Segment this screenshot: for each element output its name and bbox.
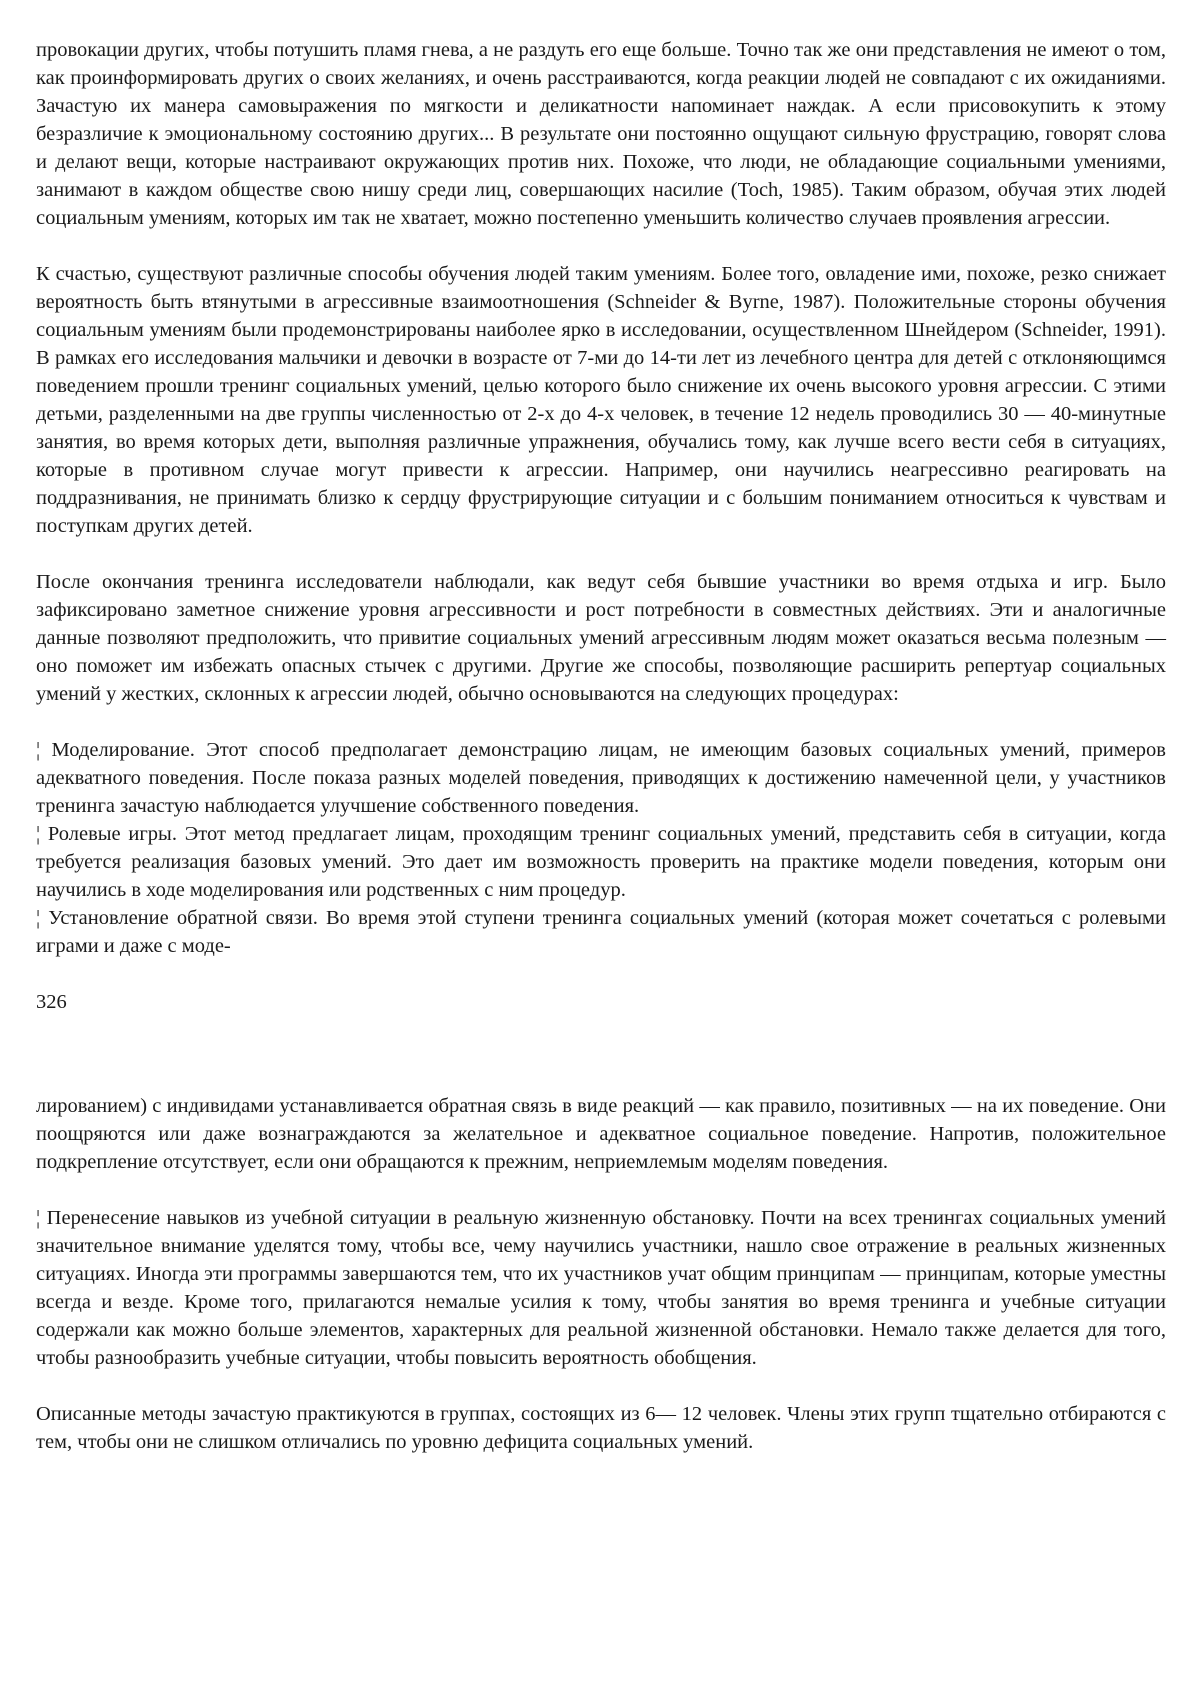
paragraph: Описанные методы зачастую практикуются в группах, состоящих из 6— 12 человек. Члены этих групп тщательно отбираются с тем, чтобы они не слишком отличались по уровню дефицита социальных умений. — [36, 1403, 1166, 1453]
paragraph-gap — [36, 1372, 1166, 1400]
paragraph-gap — [36, 960, 1166, 988]
page-break — [36, 1016, 1166, 1092]
page-number: 326 — [36, 991, 67, 1013]
document-page — [36, 36, 1166, 1456]
paragraph: лированием) с индивидами устанавливается обратная связь в виде реакций — как правило, позитивных — на их поведение. Они поощряются или даже вознаграждаются за желательное и адекватное социальное поведение. Напротив, положительное подкрепление отсутствует, если они обращаются к прежним, неприемлемым моделям поведения. — [36, 1095, 1166, 1173]
list-item: ¦ Установление обратной связи. Во время этой ступени тренинга социальных умений (которая может сочетаться с ролевыми играми и даже с моде- — [36, 907, 1166, 957]
paragraph-gap — [36, 708, 1166, 736]
paragraph-gap — [36, 540, 1166, 568]
list-item: ¦ Моделирование. Этот способ предполагает демонстрацию лицам, не имеющим базовых социальных умений, примеров адекватного поведения. После показа разных моделей поведения, приводящих к достижению намеченной цели, у участников тренинга зачастую наблюдается улучшение собственного поведения. — [36, 739, 1166, 817]
paragraph-gap — [36, 232, 1166, 260]
paragraph: К счастью, существуют различные способы обучения людей таким умениям. Более того, овладение ими, похоже, резко снижает вероятность быть втянутыми в агрессивные взаимоотношения (Schneider & Byrne, 1987). Положительные стороны обучения социальным умениям были продемонстрированы наиболее ярко в исследовании, осуществленном Шнейдером (Schneider, 1991). В рамках его исследования мальчики и девочки в возрасте от 7-ми до 14-ти лет из лечебного центра для детей с отклоняющимся поведением прошли тренинг социальных умений, целью которого было снижение их очень высокого уровня агрессии. С этими детьми, разделенными на две группы численностью от 2-х до 4-х человек, в течение 12 недель проводились 30 — 40-минутные занятия, во время которых дети, выполняя различные упражнения, обучались тому, как лучше всего вести себя в ситуациях, которые в противном случае могут привести к агрессии. Например, они научились неагрессивно реагировать на поддразнивания, не принимать близко к сердцу фрустрирующие ситуации и с большим пониманием относиться к чувствам и поступкам других детей. — [36, 263, 1166, 537]
paragraph-gap — [36, 1176, 1166, 1204]
list-item: ¦ Ролевые игры. Этот метод предлагает лицам, проходящим тренинг социальных умений, представить себя в ситуации, когда требуется реализация базовых умений. Это дает им возможность проверить на практике модели поведения, которым они научились в ходе моделирования или родственных с ним процедур. — [36, 823, 1166, 901]
list-item: ¦ Перенесение навыков из учебной ситуации в реальную жизненную обстановку. Почти на всех тренингах социальных умений значительное внимание уделятся тому, чтобы все, чему научились участники, нашло свое отражение в реальных жизненных ситуациях. Иногда эти программы завершаются тем, что их участников учат общим принципам — принципам, которые уместны всегда и везде. Кроме того, прилагаются немалые усилия к тому, чтобы занятия во время тренинга и учебные ситуации содержали как можно больше элементов, характерных для реальной жизненной обстановки. Немало также делается для того, чтобы разнообразить учебные ситуации, чтобы повысить вероятность обобщения. — [36, 1207, 1166, 1369]
paragraph: После окончания тренинга исследователи наблюдали, как ведут себя бывшие участники во время отдыха и игр. Было зафиксировано заметное снижение уровня агрессивности и рост потребности в совместных действиях. Эти и аналогичные данные позволяют предположить, что привитие социальных умений агрессивным людям может оказаться весьма полезным — оно поможет им избежать опасных стычек с другими. Другие же способы, позволяющие расширить репертуар социальных умений у жестких, склонных к агрессии людей, обычно основываются на следующих процедурах: — [36, 571, 1166, 705]
paragraph: провокации других, чтобы потушить пламя гнева, а не раздуть его еще больше. Точно так же они представления не имеют о том, как проинформировать других о своих желаниях, и очень расстраиваются, когда реакции людей не совпадают с их ожиданиями. Зачастую их манера самовыражения по мягкости и деликатности напоминает наждак. А если присовокупить к этому безразличие к эмоциональному состоянию других... В результате они постоянно ощущают сильную фрустрацию, говорят слова и делают вещи, которые настраивают окружающих против них. Похоже, что люди, не обладающие социальными умениями, занимают в каждом обществе свою нишу среди лиц, совершающих насилие (Toch, 1985). Таким образом, обучая этих людей социальным умениям, которых им так не хватает, можно постепенно уменьшить количество случаев проявления агрессии. — [36, 39, 1166, 229]
